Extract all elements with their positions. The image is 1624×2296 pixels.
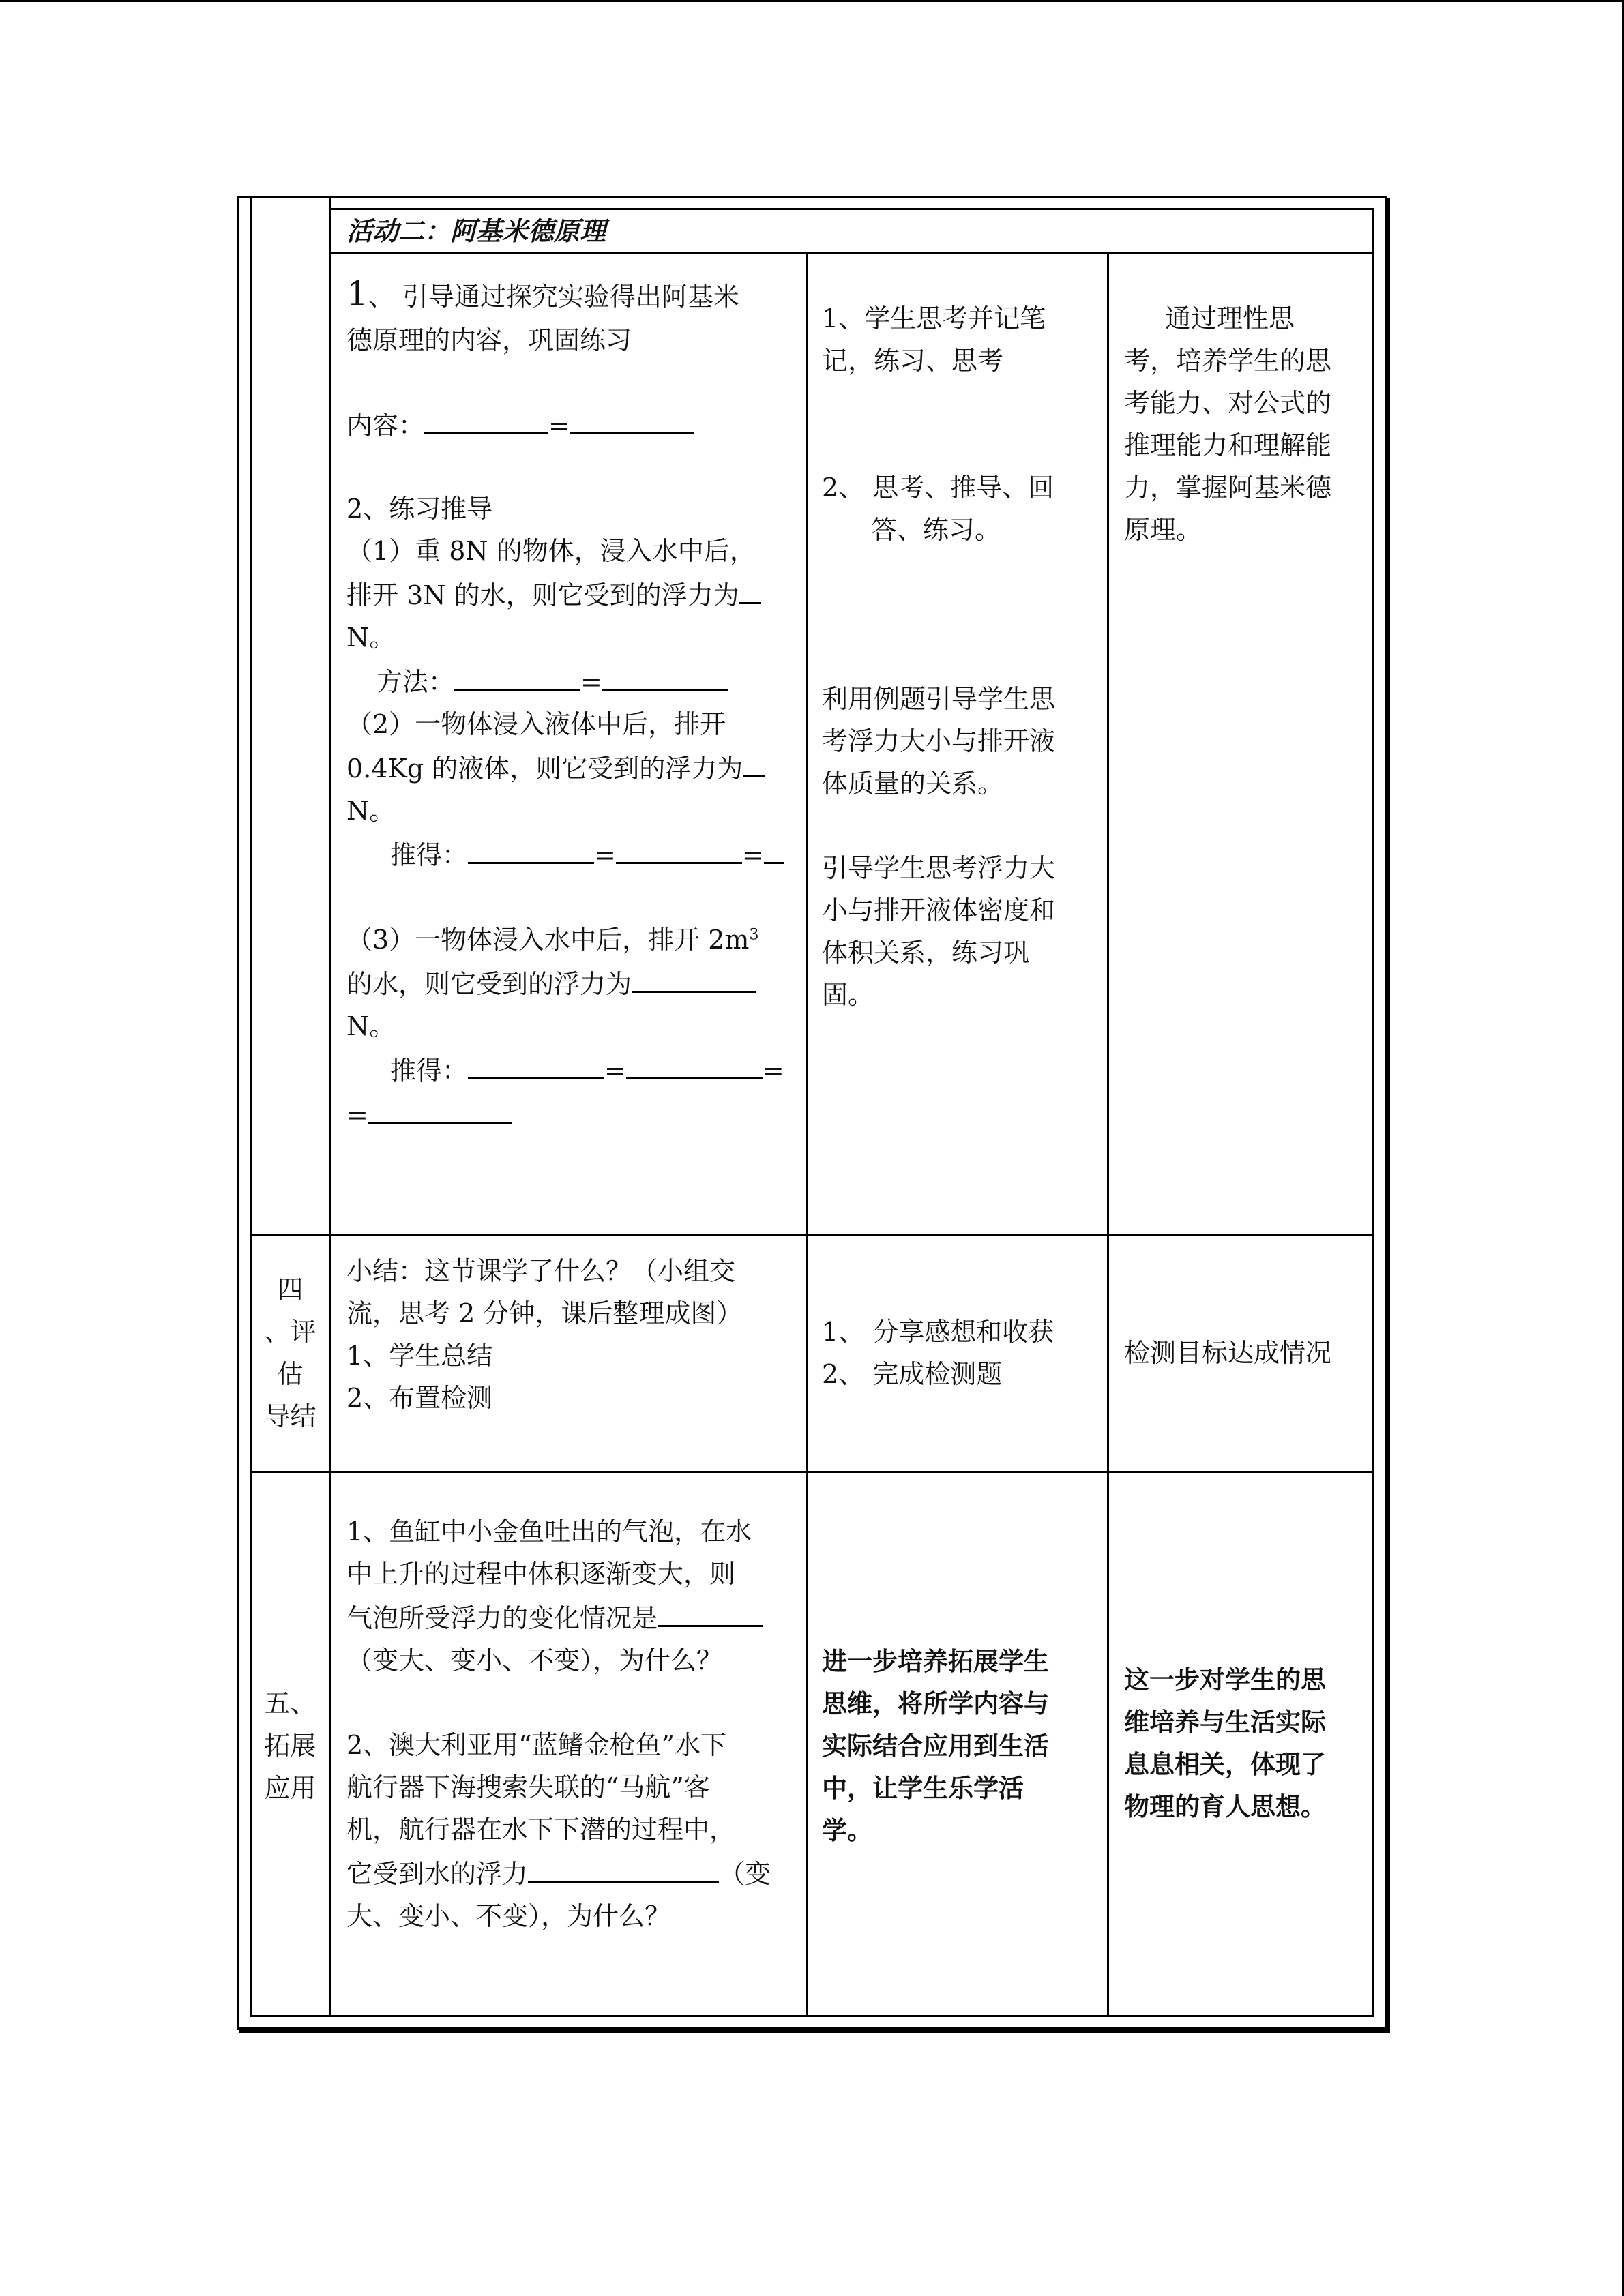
ext-s3: 实际结合应用到生活 bbox=[822, 1731, 1049, 1761]
student-2b: 答、练习。 bbox=[871, 515, 1001, 545]
summary-s2: 2、 完成检测题 bbox=[822, 1359, 1003, 1389]
ext-s4: 中，让学生乐学活 bbox=[822, 1774, 1024, 1803]
archimedes-student-cell bbox=[822, 297, 1102, 1016]
blank[interactable] bbox=[632, 961, 756, 993]
ext-s5: 学。 bbox=[822, 1816, 872, 1845]
extension-teacher-cell bbox=[346, 1510, 803, 1937]
blank[interactable] bbox=[739, 572, 761, 604]
summary-t4: 2、布置检测 bbox=[346, 1383, 493, 1413]
blank[interactable] bbox=[368, 1092, 512, 1124]
col-divider-3 bbox=[1107, 254, 1109, 2017]
ext-stage-l3: 应用 bbox=[264, 1773, 316, 1803]
equals-sign: = bbox=[346, 1100, 368, 1130]
method-label: 方法： bbox=[377, 667, 455, 697]
intent-l4: 推理能力和理解能 bbox=[1124, 430, 1332, 460]
summary-intent: 检测目标达成情况 bbox=[1124, 1338, 1332, 1368]
ext-t8 bbox=[346, 1851, 803, 1895]
row-line-bottom bbox=[250, 2015, 1374, 2017]
summary-t3: 1、学生总结 bbox=[346, 1341, 493, 1371]
summary-student-cell bbox=[822, 1311, 1102, 1395]
ext-t2: 中上升的过程中体积逐渐变大，则 bbox=[346, 1559, 736, 1589]
ext-stage-l1: 五、 bbox=[264, 1688, 316, 1718]
derive-label: 推得： bbox=[390, 840, 469, 870]
summary-t1: 小结：这节课学了什么？（小组交 bbox=[346, 1256, 736, 1286]
blank[interactable] bbox=[454, 659, 580, 691]
student-4d: 固。 bbox=[822, 980, 874, 1010]
student-3c: 体质量的关系。 bbox=[822, 769, 1004, 799]
ext-i4: 物理的育人思想。 bbox=[1124, 1792, 1326, 1821]
q1-line-a: （1）重 8N 的物体，浸入水中后， bbox=[346, 536, 756, 566]
ext-t8-text: 它受到水的浮力 bbox=[346, 1859, 529, 1889]
intent-l2: 考，培养学生的思 bbox=[1124, 346, 1332, 376]
equals-sign: = bbox=[580, 667, 602, 697]
ext-i3: 息息相关，体现了 bbox=[1124, 1750, 1326, 1779]
col-divider-1 bbox=[329, 198, 331, 2017]
equals-sign: = bbox=[594, 840, 616, 870]
q2-line-c: N。 bbox=[346, 796, 396, 826]
student-1b: 记，练习、思考 bbox=[822, 346, 1004, 376]
blank[interactable] bbox=[616, 832, 742, 864]
q2-line-a: （2）一物体浸入液体中后，排开 bbox=[346, 709, 726, 739]
blank[interactable] bbox=[764, 832, 784, 864]
stage-l2: 、评 bbox=[264, 1317, 316, 1347]
equals-sign: = bbox=[741, 840, 764, 870]
blank[interactable] bbox=[570, 402, 694, 434]
ext-s1: 进一步培养拓展学生 bbox=[822, 1647, 1049, 1676]
q2-text: 0.4Kg 的液体，则它受到的浮力为 bbox=[346, 754, 743, 784]
blank[interactable] bbox=[602, 659, 728, 691]
item1-number: 1 bbox=[346, 274, 368, 314]
q3-line-b bbox=[346, 961, 803, 1005]
student-3a: 利用例题引导学生思 bbox=[822, 684, 1056, 714]
content-label: 内容： bbox=[346, 411, 425, 441]
archimedes-intent-cell bbox=[1124, 297, 1370, 551]
derive-label: 推得： bbox=[390, 1056, 469, 1086]
q1-line-c: N。 bbox=[346, 623, 396, 653]
extension-student-cell bbox=[822, 1641, 1102, 1852]
blank[interactable] bbox=[424, 402, 548, 434]
item1-cont: 德原理的内容，巩固练习 bbox=[346, 325, 632, 355]
q2-line-b bbox=[346, 745, 803, 790]
ext-t4: （变大、变小、不变），为什么？ bbox=[346, 1645, 723, 1675]
ext-stage-l2: 拓展 bbox=[264, 1731, 316, 1761]
extension-intent-cell bbox=[1124, 1659, 1370, 1828]
student-1a: 1、学生思考并记笔 bbox=[822, 303, 1046, 333]
col-divider-2 bbox=[806, 254, 808, 2017]
ext-t6: 航行器下海搜索失联的“马航”客 bbox=[346, 1772, 710, 1802]
summary-stage-cell bbox=[252, 1268, 329, 1437]
ext-t3 bbox=[346, 1595, 803, 1639]
activity-header: 活动二：阿基米德原理 bbox=[346, 215, 606, 246]
summary-s1: 1、 分享感想和收获 bbox=[822, 1317, 1054, 1347]
q1-line-b bbox=[346, 572, 803, 616]
page-top-border bbox=[0, 0, 1624, 2]
derive-line-2-cont bbox=[346, 1092, 803, 1136]
extension-stage-cell bbox=[252, 1682, 329, 1809]
item1-text: 、 引导通过探究实验得出阿基米 bbox=[368, 282, 739, 312]
equals-sign: = bbox=[604, 1056, 626, 1086]
blank[interactable] bbox=[528, 1851, 719, 1883]
ext-t5: 2、澳大利亚用“蓝鳍金枪鱼”水下 bbox=[346, 1730, 727, 1760]
content-line bbox=[346, 402, 803, 447]
intent-l5: 力，掌握阿基米德 bbox=[1124, 473, 1332, 503]
derive-line-1 bbox=[346, 832, 803, 876]
summary-intent-cell bbox=[1124, 1332, 1370, 1374]
row-line-header-bottom bbox=[331, 252, 1374, 254]
item2: 2、练习推导 bbox=[346, 494, 493, 524]
ext-i2: 维培养与生活实际 bbox=[1124, 1708, 1326, 1737]
col-divider-outer-right bbox=[1372, 208, 1374, 2017]
q1-text: 排开 3N 的水，则它受到的浮力为 bbox=[346, 580, 739, 610]
ext-t3-text: 气泡所受浮力的变化情况是 bbox=[346, 1603, 658, 1633]
stage-l4: 导结 bbox=[264, 1401, 316, 1431]
q3-text-b: 的水，则它受到的浮力为 bbox=[346, 969, 632, 999]
student-3b: 考浮力大小与排开液 bbox=[822, 726, 1056, 756]
intent-l6: 原理。 bbox=[1124, 515, 1202, 545]
blank[interactable] bbox=[658, 1595, 763, 1627]
ext-s2: 思维，将所学内容与 bbox=[822, 1689, 1049, 1718]
stage-l1: 四 bbox=[277, 1274, 304, 1304]
q3-text: （3）一物体浸入水中后，排开 2m bbox=[346, 925, 750, 955]
ext-t7: 机，航行器在水下下潜的过程中， bbox=[346, 1815, 736, 1845]
method-line bbox=[346, 659, 803, 703]
derive-line-2 bbox=[346, 1047, 803, 1092]
ext-i1: 这一步对学生的思 bbox=[1124, 1665, 1326, 1695]
summary-teacher-cell bbox=[346, 1250, 803, 1419]
blank[interactable] bbox=[626, 1047, 763, 1079]
student-4c: 体积关系，练习巩 bbox=[822, 938, 1030, 968]
blank[interactable] bbox=[743, 745, 765, 777]
student-4a: 引导学生思考浮力大 bbox=[822, 853, 1056, 883]
intent-l1: 通过理性思 bbox=[1165, 303, 1295, 333]
q3-superscript: 3 bbox=[749, 926, 759, 944]
intent-l3: 考能力、对公式的 bbox=[1124, 388, 1332, 418]
summary-t2: 流，思考 2 分钟，课后整理成图） bbox=[346, 1298, 743, 1328]
ext-t8-tail: （变 bbox=[719, 1859, 771, 1889]
student-2a: 2、 思考、推导、回 bbox=[822, 473, 1054, 503]
ext-t1: 1、鱼缸中小金鱼吐出的气泡，在水 bbox=[346, 1517, 752, 1547]
blank[interactable] bbox=[468, 832, 594, 864]
equals-sign: = bbox=[762, 1056, 784, 1086]
row-line-2 bbox=[250, 1234, 1374, 1236]
q3-line-a bbox=[346, 919, 803, 961]
blank[interactable] bbox=[468, 1047, 604, 1079]
ext-t9: 大、变小、不变），为什么？ bbox=[346, 1901, 671, 1931]
stage-l3: 估 bbox=[277, 1359, 304, 1389]
q3-line-c: N。 bbox=[346, 1011, 396, 1041]
archimedes-teacher-cell bbox=[346, 273, 803, 1136]
row-line-3 bbox=[250, 1471, 1374, 1473]
equals-sign: = bbox=[548, 411, 570, 441]
student-4b: 小与排开液体密度和 bbox=[822, 895, 1056, 925]
